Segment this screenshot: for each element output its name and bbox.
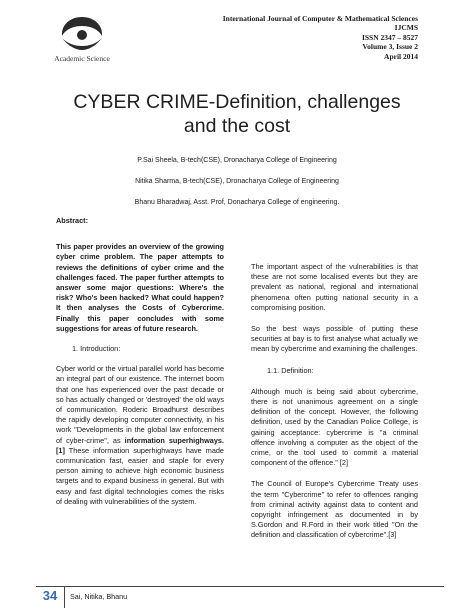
footer-divider xyxy=(36,586,444,587)
introduction-bold-term: information superhighways.[1] xyxy=(56,435,224,455)
footer-authors: Sai, Nitika, Bhanu xyxy=(70,592,128,601)
journal-volume: Volume 3, Issue 2 xyxy=(362,42,418,52)
paragraph: The Council of Europe's Cybercrime Treaty uses the term "Cybercrime" to refer to offences ranging from criminal activity against data to content and copyright infringement as documented in by S.Gordon and R.Ford in their work titled "On the definition and classification of cybercrime".[3] xyxy=(251,479,418,540)
abstract-label: Abstract: xyxy=(56,216,89,225)
academic-science-logo-icon xyxy=(56,14,108,54)
title-line: and the cost xyxy=(183,115,291,137)
paper-title xyxy=(30,90,444,138)
paragraph: The important aspect of the vulnerabilities is that these are not some localised events but they are prevalent as national, regional and international phenomena often putting national security in a compromising position. xyxy=(251,262,418,312)
left-column xyxy=(56,216,224,517)
page-number: 34 xyxy=(42,588,58,603)
journal-abbreviation: IJCMS xyxy=(394,23,418,33)
author: Nitika Sharma, B-tech(CSE), Dronacharya College of Engineering xyxy=(135,178,339,185)
title-line: CYBER CRIME-Definition, challenges xyxy=(73,91,401,113)
abstract-text: This paper provides an overview of the growing cyber crime problem. The paper attempts to reviews the definitions of cyber crime and the challenges faced. The paper further attempts to answer some major questions: Where's the risk? Who's been hacked? What could happen? It then analyses the Costs of Cybercrime. Finally this paper concludes with some suggestions for areas of future research. xyxy=(56,242,224,333)
right-column xyxy=(251,262,418,552)
author-list xyxy=(30,156,444,219)
introduction-text: Cyber world or the virtual parallel world has become an integral part of our existence. The internet boom that one has experienced over the past decade or so has actually changed or 'destroyed' the old ways of communication. Roderic Broadhurst describes the rapidly developing computer connectivity, in his work "Developments in the global law enforcement of cyber-crime", as xyxy=(56,364,224,445)
paragraph: Although much is being said about cybercrime, there is not unanimous agreement on a single definition of the concept. However, the following definition, used by the Canadian Police College, is gaining acceptance: cybercrime is "a criminal offence involving a computer as the object of the crime, or the tool used to commit a material component of the offence." [2] xyxy=(251,386,418,468)
logo-text: Academic Science xyxy=(54,54,110,63)
footer-vertical-divider xyxy=(64,586,65,608)
journal-date: April 2014 xyxy=(384,51,418,61)
introduction-text-continued: These information superhighways have made communication fast, easier and staple for every person aiming to achieve high economic business targets and to expand business in general. But with easy and fast digital technologies comes the risks of dealing with vulnerabilities of the system. xyxy=(56,445,224,506)
journal-name: International Journal of Computer & Mathematical Sciences xyxy=(222,14,418,23)
introduction-paragraph xyxy=(56,364,224,507)
author: Bhanu Bharadwaj, Asst. Prof, Donacharya College of engineering. xyxy=(134,199,340,206)
paragraph: So the best ways possible of putting these securities at bay is to first analyse what actually we mean by cybercrime and examining the challenges. xyxy=(251,324,418,354)
journal-issn: ISSN 2347 – 8527 xyxy=(361,32,418,42)
author: P.Sai Sheela, B-tech(CSE), Dronacharya College of Engineering xyxy=(137,157,337,164)
introduction-heading: 1. Introduction: xyxy=(72,344,121,354)
journal-logo xyxy=(26,14,138,66)
definition-heading: 1.1. Definition: xyxy=(267,365,314,375)
journal-info xyxy=(223,14,418,61)
